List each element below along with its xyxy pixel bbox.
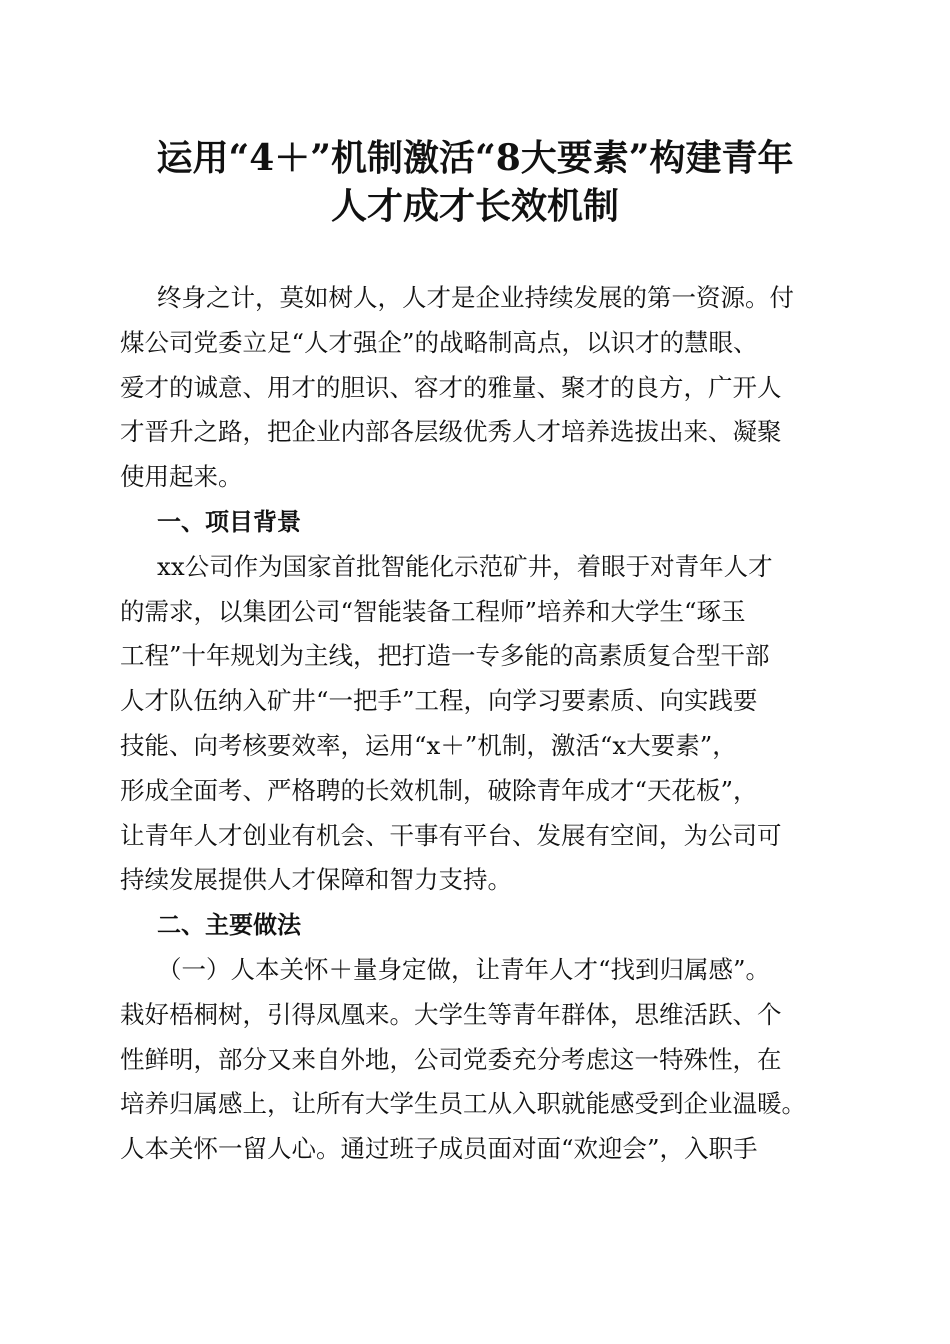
paragraph-2-line: 的需求，以集团公司“智能装备工程师”培养和大学生“琢玉 bbox=[120, 596, 746, 626]
paragraph-2-line: 技能、向考核要效率，运用“x＋”机制，激活“x大要素”， bbox=[120, 730, 737, 760]
paragraph-2-line: 人才队伍纳入矿井“一把手”工程，向学习要素质、向实践要 bbox=[120, 686, 758, 716]
paragraph-1-line: 煤公司党委立足“人才强企”的战略制高点，以识才的慧眼、 bbox=[120, 327, 758, 357]
paragraph-2-line: 形成全面考、严格聘的长效机制，破除青年成才“天花板”， bbox=[120, 775, 758, 805]
document-title bbox=[100, 134, 850, 230]
paragraph-2-line: 让青年人才创业有机会、干事有平台、发展有空间，为公司可 bbox=[120, 820, 782, 850]
paragraph-3-line: 人本关怀一留人心。通过班子成员面对面“欢迎会”，入职手 bbox=[120, 1134, 758, 1164]
paragraph-3-line: 培养归属感上，让所有大学生员工从入职就能感受到企业温暖。 bbox=[120, 1089, 806, 1119]
paragraph-1-line: 终身之计，莫如树人，人才是企业持续发展的第一资源。付 bbox=[157, 283, 794, 312]
paragraph-2-line: xx公司作为国家首批智能化示范矿井，着眼于对青年人才 bbox=[157, 551, 773, 581]
paragraph-3-line: 性鲜明，部分又来自外地，公司党委充分考虑这一特殊性，在 bbox=[120, 1044, 782, 1074]
section-heading-1: 一、项目背景 bbox=[157, 507, 301, 536]
document-body bbox=[120, 276, 832, 1172]
paragraph-1-line: 使用起来。 bbox=[120, 462, 243, 492]
paragraph-2-line: 持续发展提供人才保障和智力支持。 bbox=[120, 865, 512, 895]
paragraph-1-line: 爱才的诚意、用才的胆识、容才的雅量、聚才的良方，广开人 bbox=[120, 372, 782, 402]
title-line-2: 人才成才长效机制 bbox=[330, 185, 619, 227]
paragraph-3-line: 栽好梧桐树，引得凤凰来。大学生等青年群体，思维活跃、个 bbox=[120, 999, 782, 1029]
paragraph-3-line: （一）人本关怀＋量身定做，让青年人才“找到归属感”。 bbox=[157, 954, 771, 984]
title-line-1: 运用“4＋”机制激活“8大要素”构建青年 bbox=[156, 137, 794, 179]
paragraph-2-line: 工程”十年规划为主线，把打造一专多能的高素质复合型干部 bbox=[120, 641, 770, 671]
section-heading-2: 二、主要做法 bbox=[157, 911, 301, 940]
paragraph-1-line: 才晋升之路，把企业内部各层级优秀人才培养选拔出来、凝聚 bbox=[120, 417, 782, 447]
